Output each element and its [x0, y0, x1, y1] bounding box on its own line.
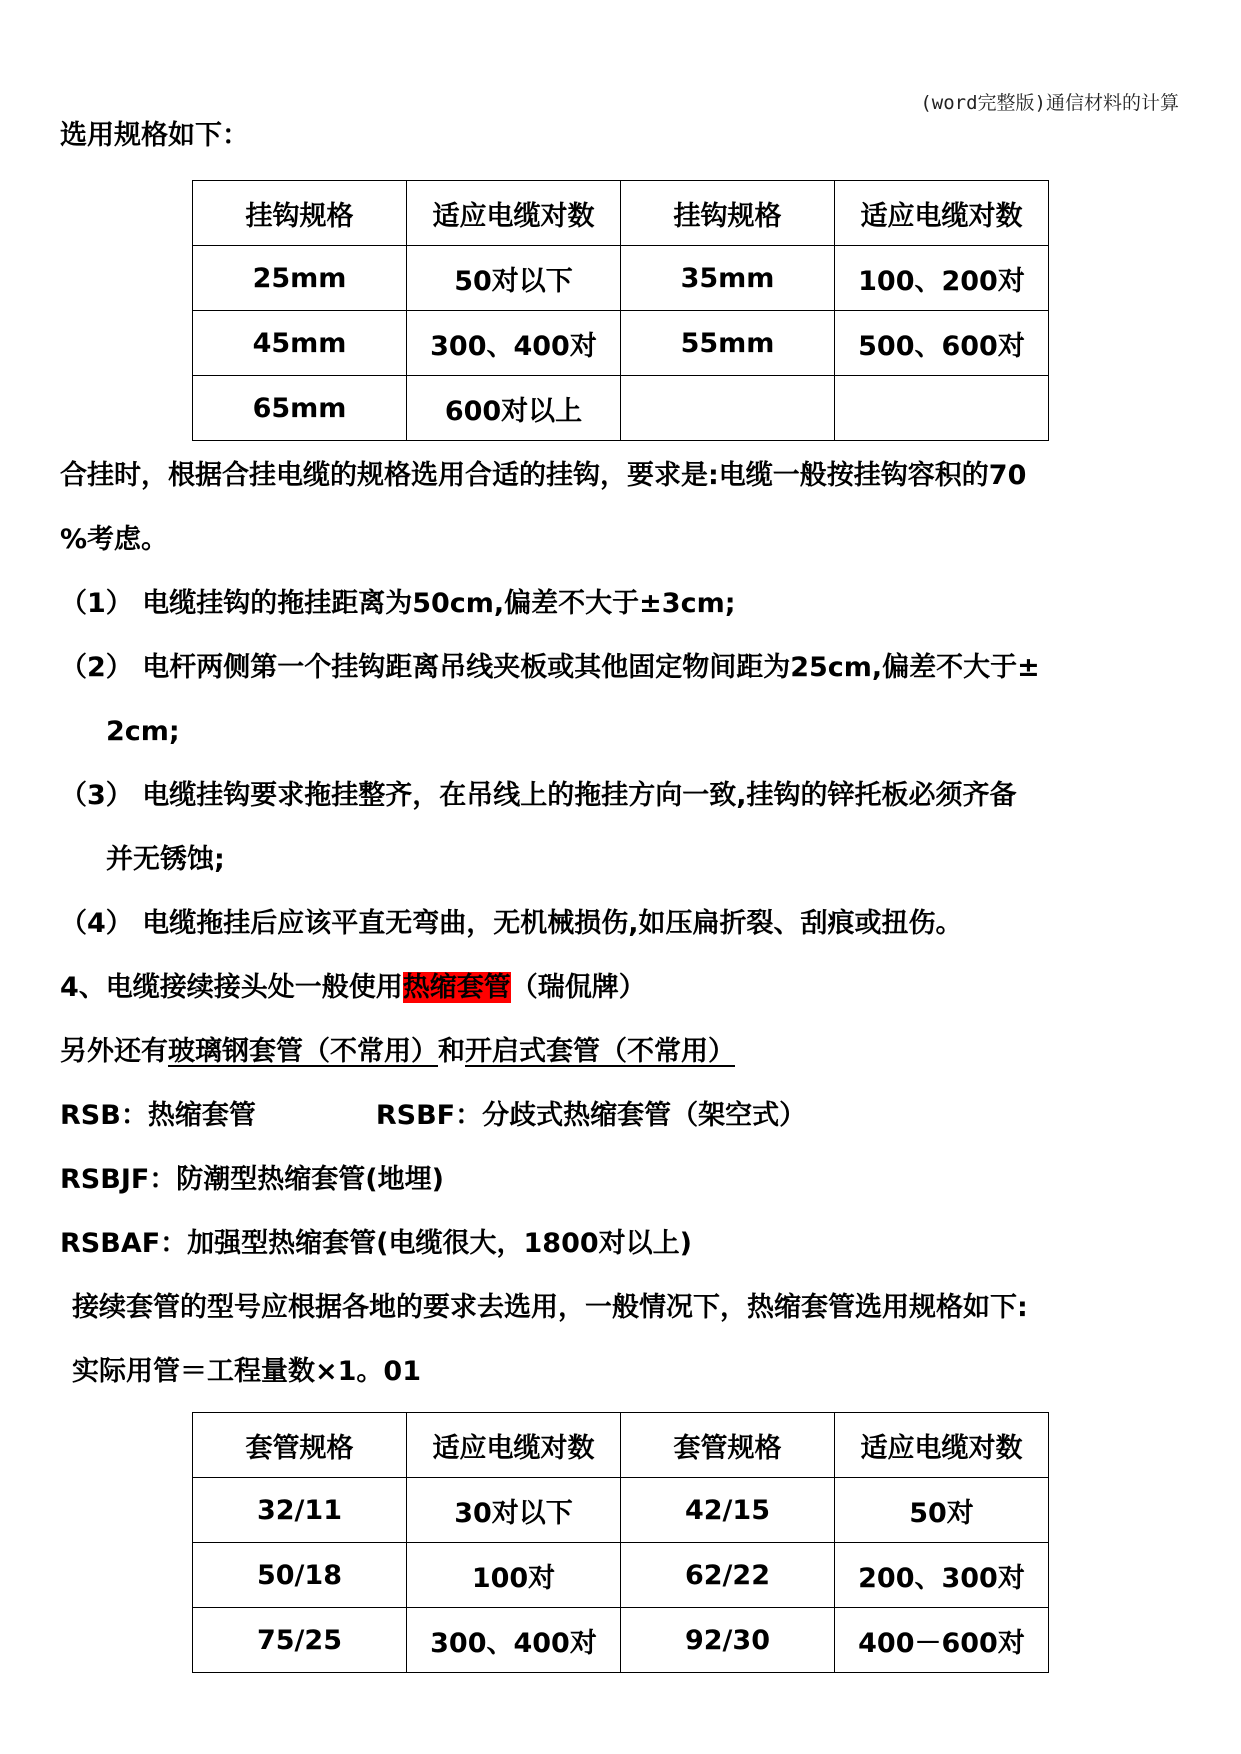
intro-text: 选用规格如下： — [60, 120, 249, 151]
table-cell: 45mm — [193, 311, 407, 376]
table-cell: 32/11 — [193, 1478, 407, 1543]
table-cell: 65mm — [193, 376, 407, 441]
paragraph-continued: %考虑。 — [60, 524, 169, 555]
section-4-prefix: 4、电缆接续接头处一般使用 — [60, 972, 403, 1003]
rsbf-text: RSBF：分歧式热缩套管（架空式） — [375, 1100, 807, 1131]
list-text: 电杆两侧第一个挂钩距离吊线夹板或其他固定物间距为25cm,偏差不大于± — [142, 652, 1040, 683]
table-cell: 100、200对 — [835, 246, 1049, 311]
paragraph: 接续套管的型号应根据各地的要求去选用，一般情况下，热缩套管选用规格如下: — [72, 1292, 1028, 1323]
table-cell — [621, 376, 835, 441]
hook-spec-table — [192, 180, 1049, 441]
list-number: （3） — [60, 780, 133, 811]
rsbjf-text: RSBJF：防潮型热缩套管(地埋) — [60, 1164, 444, 1195]
table-row — [193, 246, 1049, 311]
paragraph: 合挂时，根据合挂电缆的规格选用合适的挂钩，要求是:电缆一般按挂钩容积的70 — [60, 460, 1027, 491]
table-cell — [835, 376, 1049, 441]
underlined-term: 开启式套管（不常用） — [465, 1036, 735, 1067]
other-sleeves — [60, 1036, 735, 1068]
table-cell: 100对 — [407, 1543, 621, 1608]
list-item-continued: 2cm; — [106, 716, 180, 747]
list-item — [60, 588, 736, 620]
table-row — [193, 1543, 1049, 1608]
highlighted-term: 热缩套管 — [402, 972, 511, 1003]
rsb-line — [60, 1100, 806, 1132]
table-cell: 50对 — [835, 1478, 1049, 1543]
table-header-row — [193, 1413, 1049, 1478]
table-cell: 30对以下 — [407, 1478, 621, 1543]
list-number: （2） — [60, 652, 133, 683]
sleeve-spec-table — [192, 1412, 1049, 1673]
table-cell: 42/15 — [621, 1478, 835, 1543]
list-item-continued: 并无锈蚀; — [106, 844, 225, 875]
table-cell: 400－600对 — [835, 1608, 1049, 1673]
table-header-row — [193, 181, 1049, 246]
table-cell: 35mm — [621, 246, 835, 311]
table-cell: 75/25 — [193, 1608, 407, 1673]
table-header-cell: 适应电缆对数 — [835, 1413, 1049, 1478]
other-prefix: 另外还有 — [60, 1036, 168, 1067]
table-cell: 300、400对 — [407, 1608, 621, 1673]
underlined-term: 玻璃钢套管（不常用） — [168, 1036, 438, 1067]
rsb-text: RSB：热缩套管 — [60, 1100, 256, 1131]
other-mid: 和 — [438, 1036, 465, 1067]
section-4-suffix: （瑞侃牌） — [510, 972, 646, 1003]
table-cell: 50对以下 — [407, 246, 621, 311]
page-header: (word完整版)通信材料的计算 — [920, 92, 1179, 114]
table-row — [193, 376, 1049, 441]
list-number: （1） — [60, 588, 133, 619]
table-header-cell: 适应电缆对数 — [407, 1413, 621, 1478]
table-row — [193, 1608, 1049, 1673]
table-cell: 500、600对 — [835, 311, 1049, 376]
table-row — [193, 311, 1049, 376]
list-item — [60, 652, 1040, 684]
table-header-cell: 挂钩规格 — [193, 181, 407, 246]
table-header-cell: 适应电缆对数 — [835, 181, 1049, 246]
list-number: （4） — [60, 908, 133, 939]
table-cell: 92/30 — [621, 1608, 835, 1673]
table-cell: 55mm — [621, 311, 835, 376]
table-cell: 300、400对 — [407, 311, 621, 376]
list-text: 电缆拖挂后应该平直无弯曲，无机械损伤,如压扁折裂、刮痕或扭伤。 — [142, 908, 963, 939]
table-cell: 600对以上 — [407, 376, 621, 441]
table-cell: 25mm — [193, 246, 407, 311]
table-header-cell: 套管规格 — [193, 1413, 407, 1478]
table-header-cell: 挂钩规格 — [621, 181, 835, 246]
rsbaf-text: RSBAF：加强型热缩套管(电缆很大，1800对以上) — [60, 1228, 692, 1259]
table-row — [193, 1478, 1049, 1543]
table-cell: 200、300对 — [835, 1543, 1049, 1608]
table-header-cell: 套管规格 — [621, 1413, 835, 1478]
list-item — [60, 780, 1016, 812]
list-item — [60, 908, 962, 940]
table-cell: 62/22 — [621, 1543, 835, 1608]
section-4 — [60, 972, 646, 1004]
formula-text: 实际用管＝工程量数×1。01 — [72, 1356, 421, 1387]
list-text: 电缆挂钩的拖挂距离为50cm,偏差不大于±3cm; — [142, 588, 736, 619]
table-header-cell: 适应电缆对数 — [407, 181, 621, 246]
table-cell: 50/18 — [193, 1543, 407, 1608]
list-text: 电缆挂钩要求拖挂整齐，在吊线上的拖挂方向一致,挂钩的锌托板必须齐备 — [142, 780, 1017, 811]
